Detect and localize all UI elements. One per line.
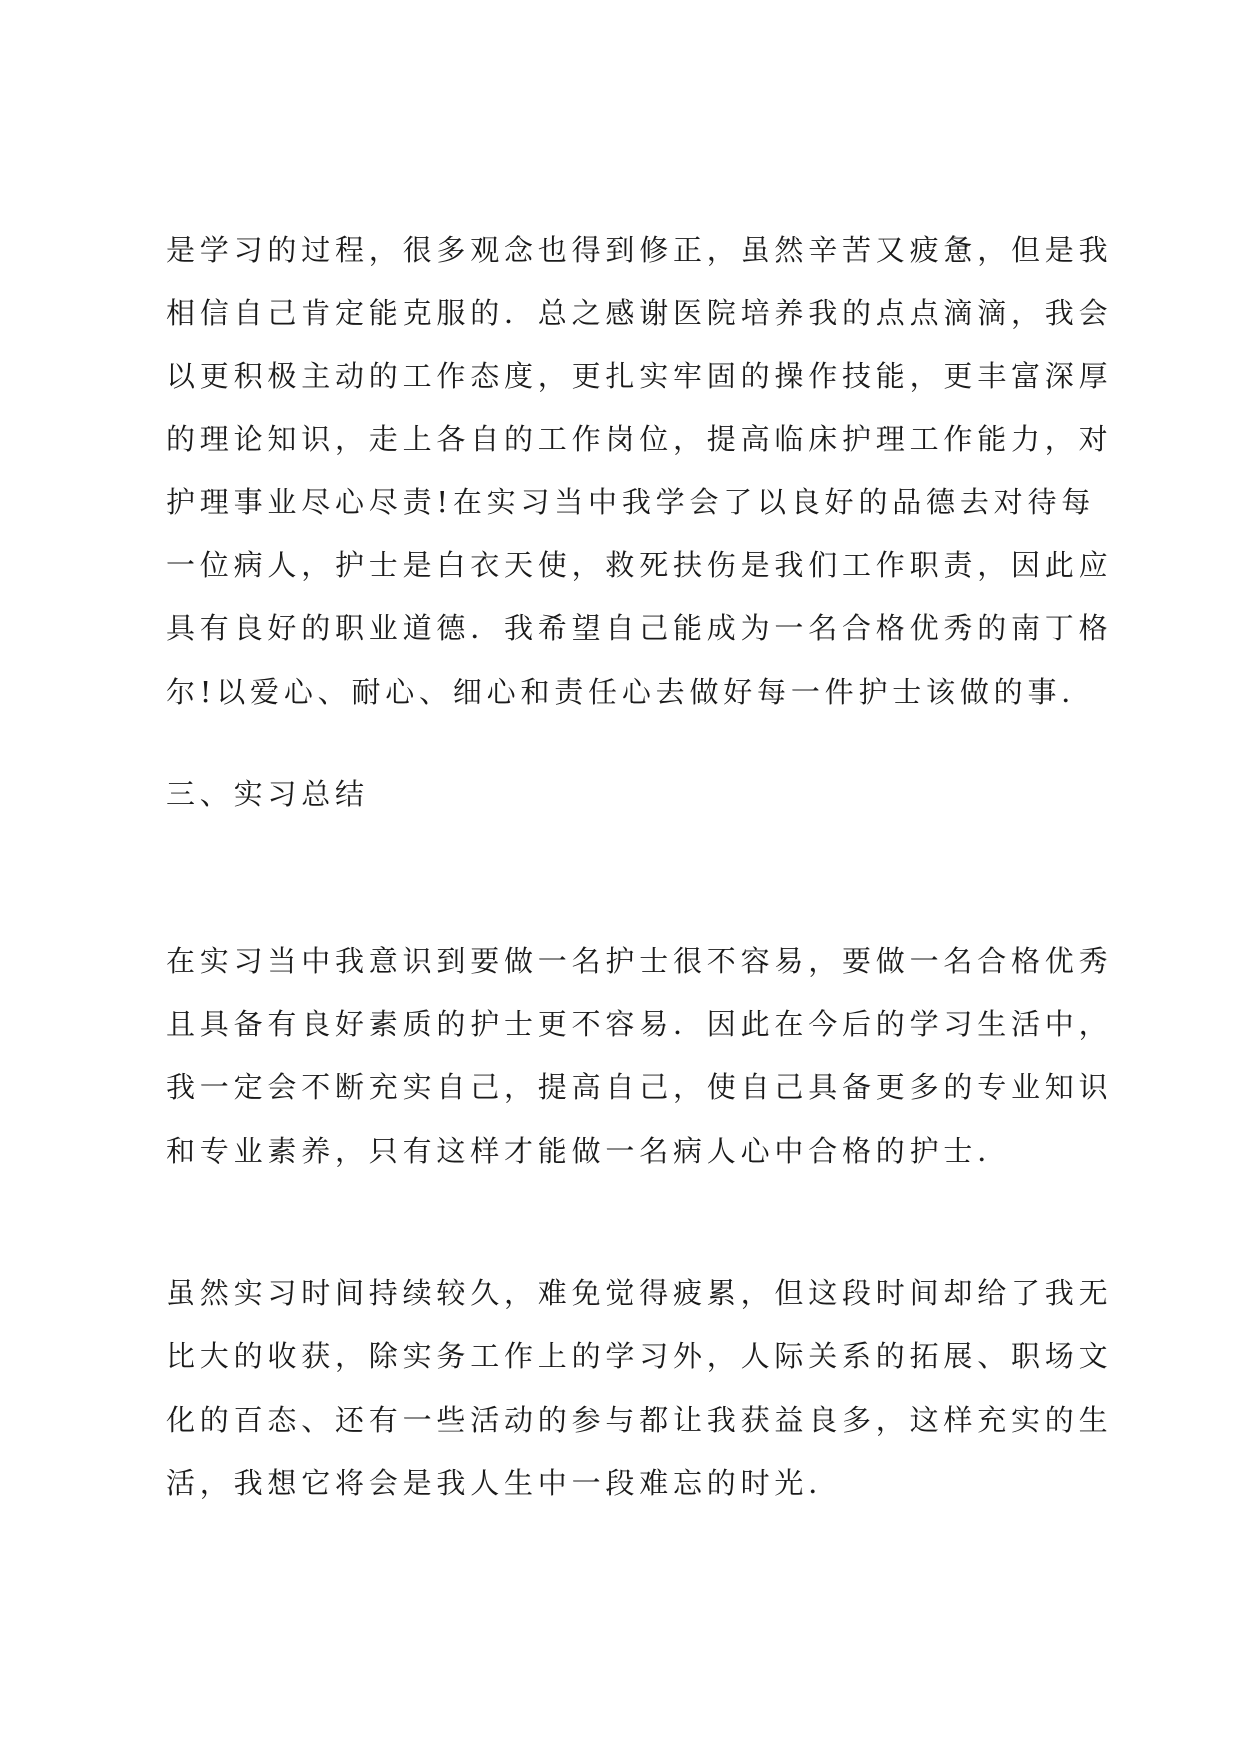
paragraph-2-line: 我一定会不断充实自己，提高自己，使自己具备更多的专业知识: [166, 1070, 1113, 1104]
paragraph-1-line: 护理事业尽心尽责!在实习当中我学会了以良好的品德去对待每: [166, 485, 1096, 519]
paragraph-1-line: 相信自己肯定能克服的．总之感谢医院培养我的点点滴滴，我会: [166, 296, 1113, 330]
paragraph-1-line: 以更积极主动的工作态度，更扎实牢固的操作技能，更丰富深厚: [166, 359, 1113, 393]
paragraph-2-line: 且具备有良好素质的护士更不容易．因此在今后的学习生活中，: [166, 1007, 1113, 1041]
paragraph-3-line: 活，我想它将会是我人生中一段难忘的时光．: [166, 1466, 843, 1500]
section-heading: 三、实习总结: [166, 777, 369, 811]
paragraph-1-line: 一位病人，护士是白衣天使，救死扶伤是我们工作职责，因此应: [166, 548, 1113, 582]
paragraph-1-line: 尔!以爱心、耐心、细心和责任心去做好每一件护士该做的事．: [166, 675, 1096, 709]
paragraph-3-line: 化的百态、还有一些活动的参与都让我获益良多，这样充实的生: [166, 1403, 1113, 1437]
paragraph-3-line: 比大的收获，除实务工作上的学习外，人际关系的拓展、职场文: [166, 1339, 1113, 1373]
paragraph-1-line: 是学习的过程，很多观念也得到修正，虽然辛苦又疲惫，但是我: [166, 233, 1113, 267]
paragraph-2-line: 在实习当中我意识到要做一名护士很不容易，要做一名合格优秀: [166, 944, 1113, 978]
paragraph-1-line: 具有良好的职业道德．我希望自己能成为一名合格优秀的南丁格: [166, 611, 1113, 645]
paragraph-1-line: 的理论知识，走上各自的工作岗位，提高临床护理工作能力，对: [166, 422, 1113, 456]
paragraph-2-line: 和专业素养，只有这样才能做一名病人心中合格的护士．: [166, 1134, 1012, 1168]
paragraph-3-line: 虽然实习时间持续较久，难免觉得疲累，但这段时间却给了我无: [166, 1276, 1113, 1310]
